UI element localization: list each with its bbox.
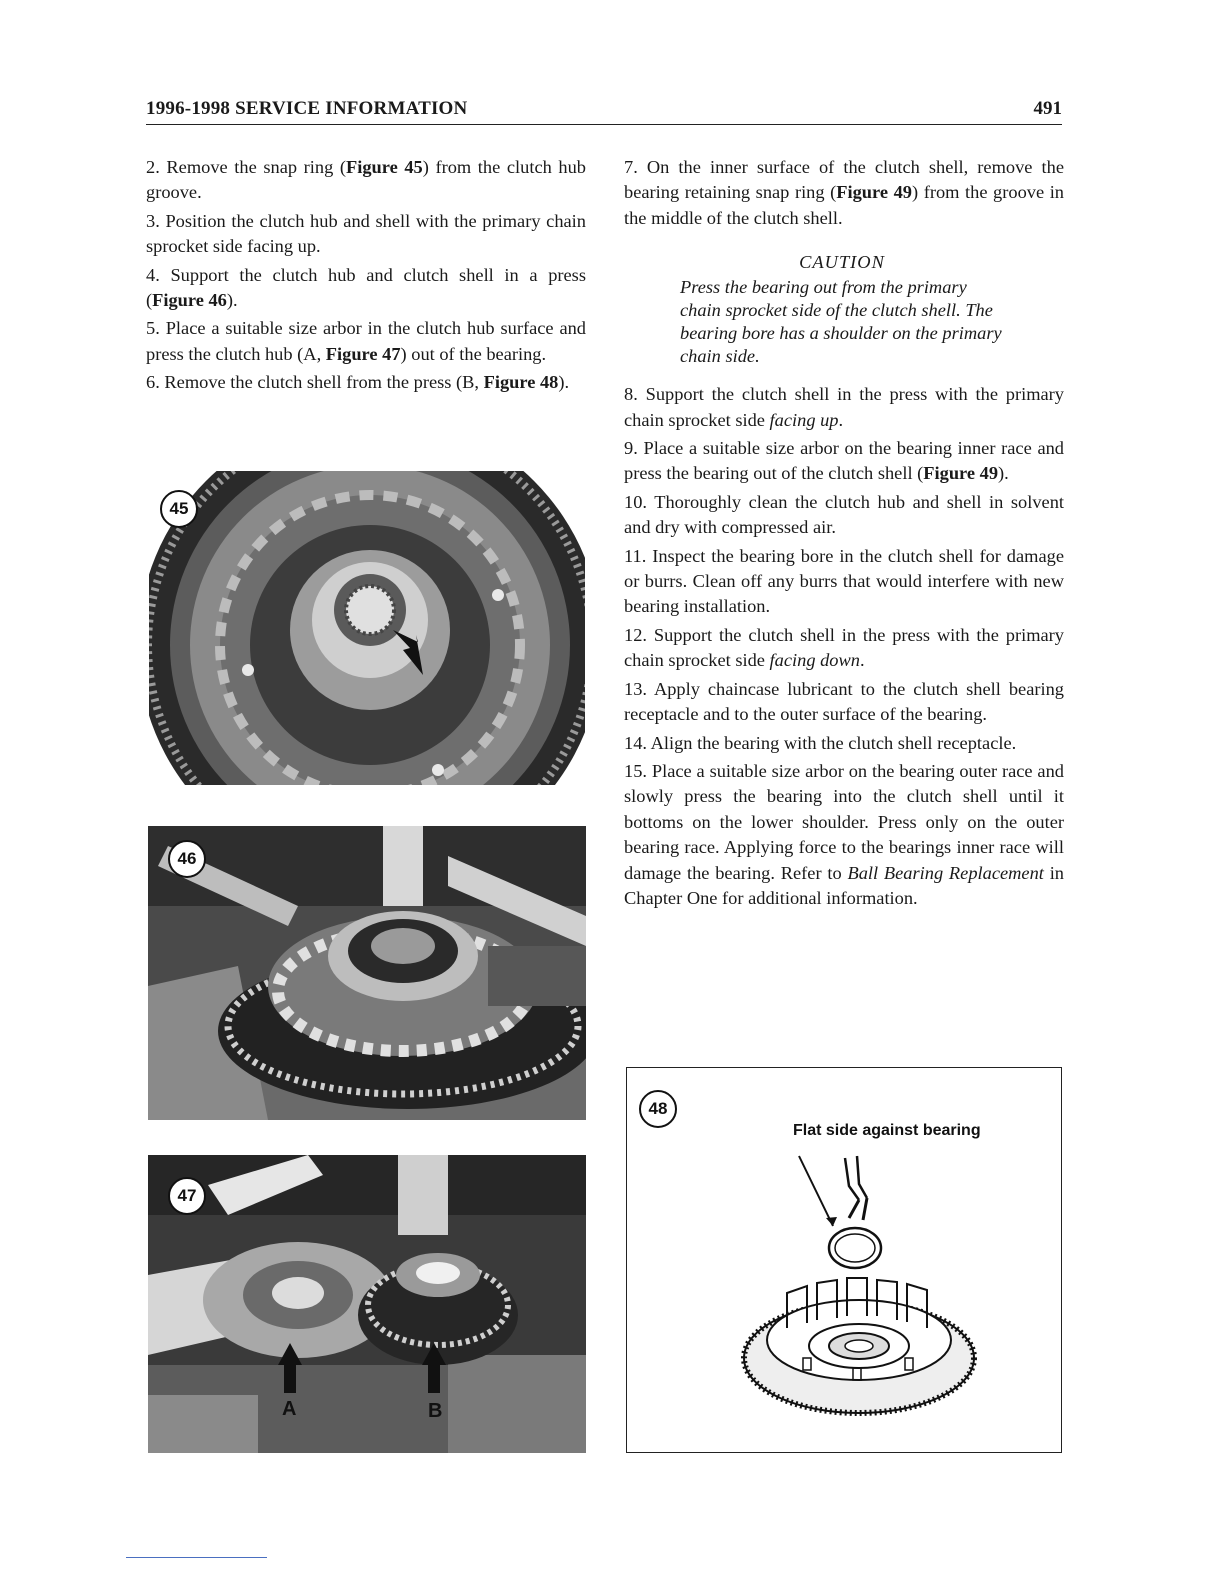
figure-48-diagram bbox=[626, 1067, 1062, 1453]
clutch-in-press-photo-icon bbox=[148, 826, 586, 1120]
marker-b: B bbox=[428, 1400, 443, 1422]
step-15: 15. Place a suitable size arbor on the bearing outer race and slowly press the bearing into the clutch shell until it bottoms on the lower shoulder. Press only on the outer bearing race. Applying force to the bearings inner race will damage the bearing. Refer to Ball Bearing Replacement in Chapter One for additional information. bbox=[624, 760, 1064, 908]
snap-ring-pliers-diagram-icon bbox=[627, 1068, 1063, 1454]
step-12: 12. Support the clutch shell in the press with the primary chain sprocket side facing down. bbox=[624, 624, 1064, 671]
caution-box bbox=[680, 251, 1004, 368]
step-8: 8. Support the clutch shell in the press with the primary chain sprocket side facing up. bbox=[624, 384, 1064, 430]
figure-46-number: 46 bbox=[168, 840, 206, 878]
hub-removed-photo-icon bbox=[148, 1155, 586, 1453]
footer-rule bbox=[126, 1557, 267, 1558]
caution-text: Press the bearing out from the primary chain sprocket side of the clutch shell. The bearing bore has a shoulder on the primary chain side. bbox=[680, 277, 1002, 367]
step-7: 7. On the inner surface of the clutch shell, remove the bearing retaining snap ring (Figure 49) from the groove in the middle of the clutch shell. bbox=[624, 157, 1065, 228]
step-4: 4. Support the clutch hub and clutch shell in a press (Figure 46). bbox=[146, 264, 586, 311]
clutch-hub-snap-ring-photo-icon bbox=[148, 470, 586, 786]
page-number: 491 bbox=[1033, 98, 1062, 119]
step-14: 14. Align the bearing with the clutch shell receptacle. bbox=[624, 732, 1017, 753]
left-text-column bbox=[146, 155, 586, 399]
step-13: 13. Apply chaincase lubricant to the clutch shell bearing receptacle and to the outer surface of the bearing. bbox=[624, 678, 1064, 725]
running-title: 1996-1998 SERVICE INFORMATION bbox=[146, 98, 468, 119]
figure-48-number: 48 bbox=[639, 1090, 677, 1128]
page-header bbox=[146, 96, 1062, 125]
step-2: 2. Remove the snap ring (Figure 45) from the clutch hub groove. bbox=[146, 157, 586, 203]
marker-a: A bbox=[282, 1398, 297, 1420]
step-10: 10. Thoroughly clean the clutch hub and shell in solvent and dry with compressed air. bbox=[624, 491, 1065, 538]
figure-46-photo bbox=[148, 826, 586, 1120]
figure-47-number: 47 bbox=[168, 1177, 206, 1215]
step-3: 3. Position the clutch hub and shell with the primary chain sprocket side facing up. bbox=[146, 210, 586, 257]
figure-45-photo bbox=[148, 470, 586, 786]
figure-45-number: 45 bbox=[160, 490, 198, 528]
step-11: 11. Inspect the bearing bore in the clutch shell for damage or burrs. Clean off any burrs that would interfere with new bearing installation. bbox=[624, 545, 1064, 617]
right-text-column bbox=[624, 155, 1064, 914]
figure-47-photo bbox=[148, 1155, 586, 1453]
step-6: 6. Remove the clutch shell from the press (B, Figure 48). bbox=[146, 372, 570, 393]
diagram-caption: Flat side against bearing bbox=[793, 1122, 981, 1139]
step-9: 9. Place a suitable size arbor on the bearing inner race and press the bearing out of the clutch shell (Figure 49). bbox=[624, 438, 1064, 484]
step-5: 5. Place a suitable size arbor in the clutch hub surface and press the clutch hub (A, Figure 47) out of the bearing. bbox=[146, 318, 586, 364]
caution-title: CAUTION bbox=[799, 252, 885, 273]
